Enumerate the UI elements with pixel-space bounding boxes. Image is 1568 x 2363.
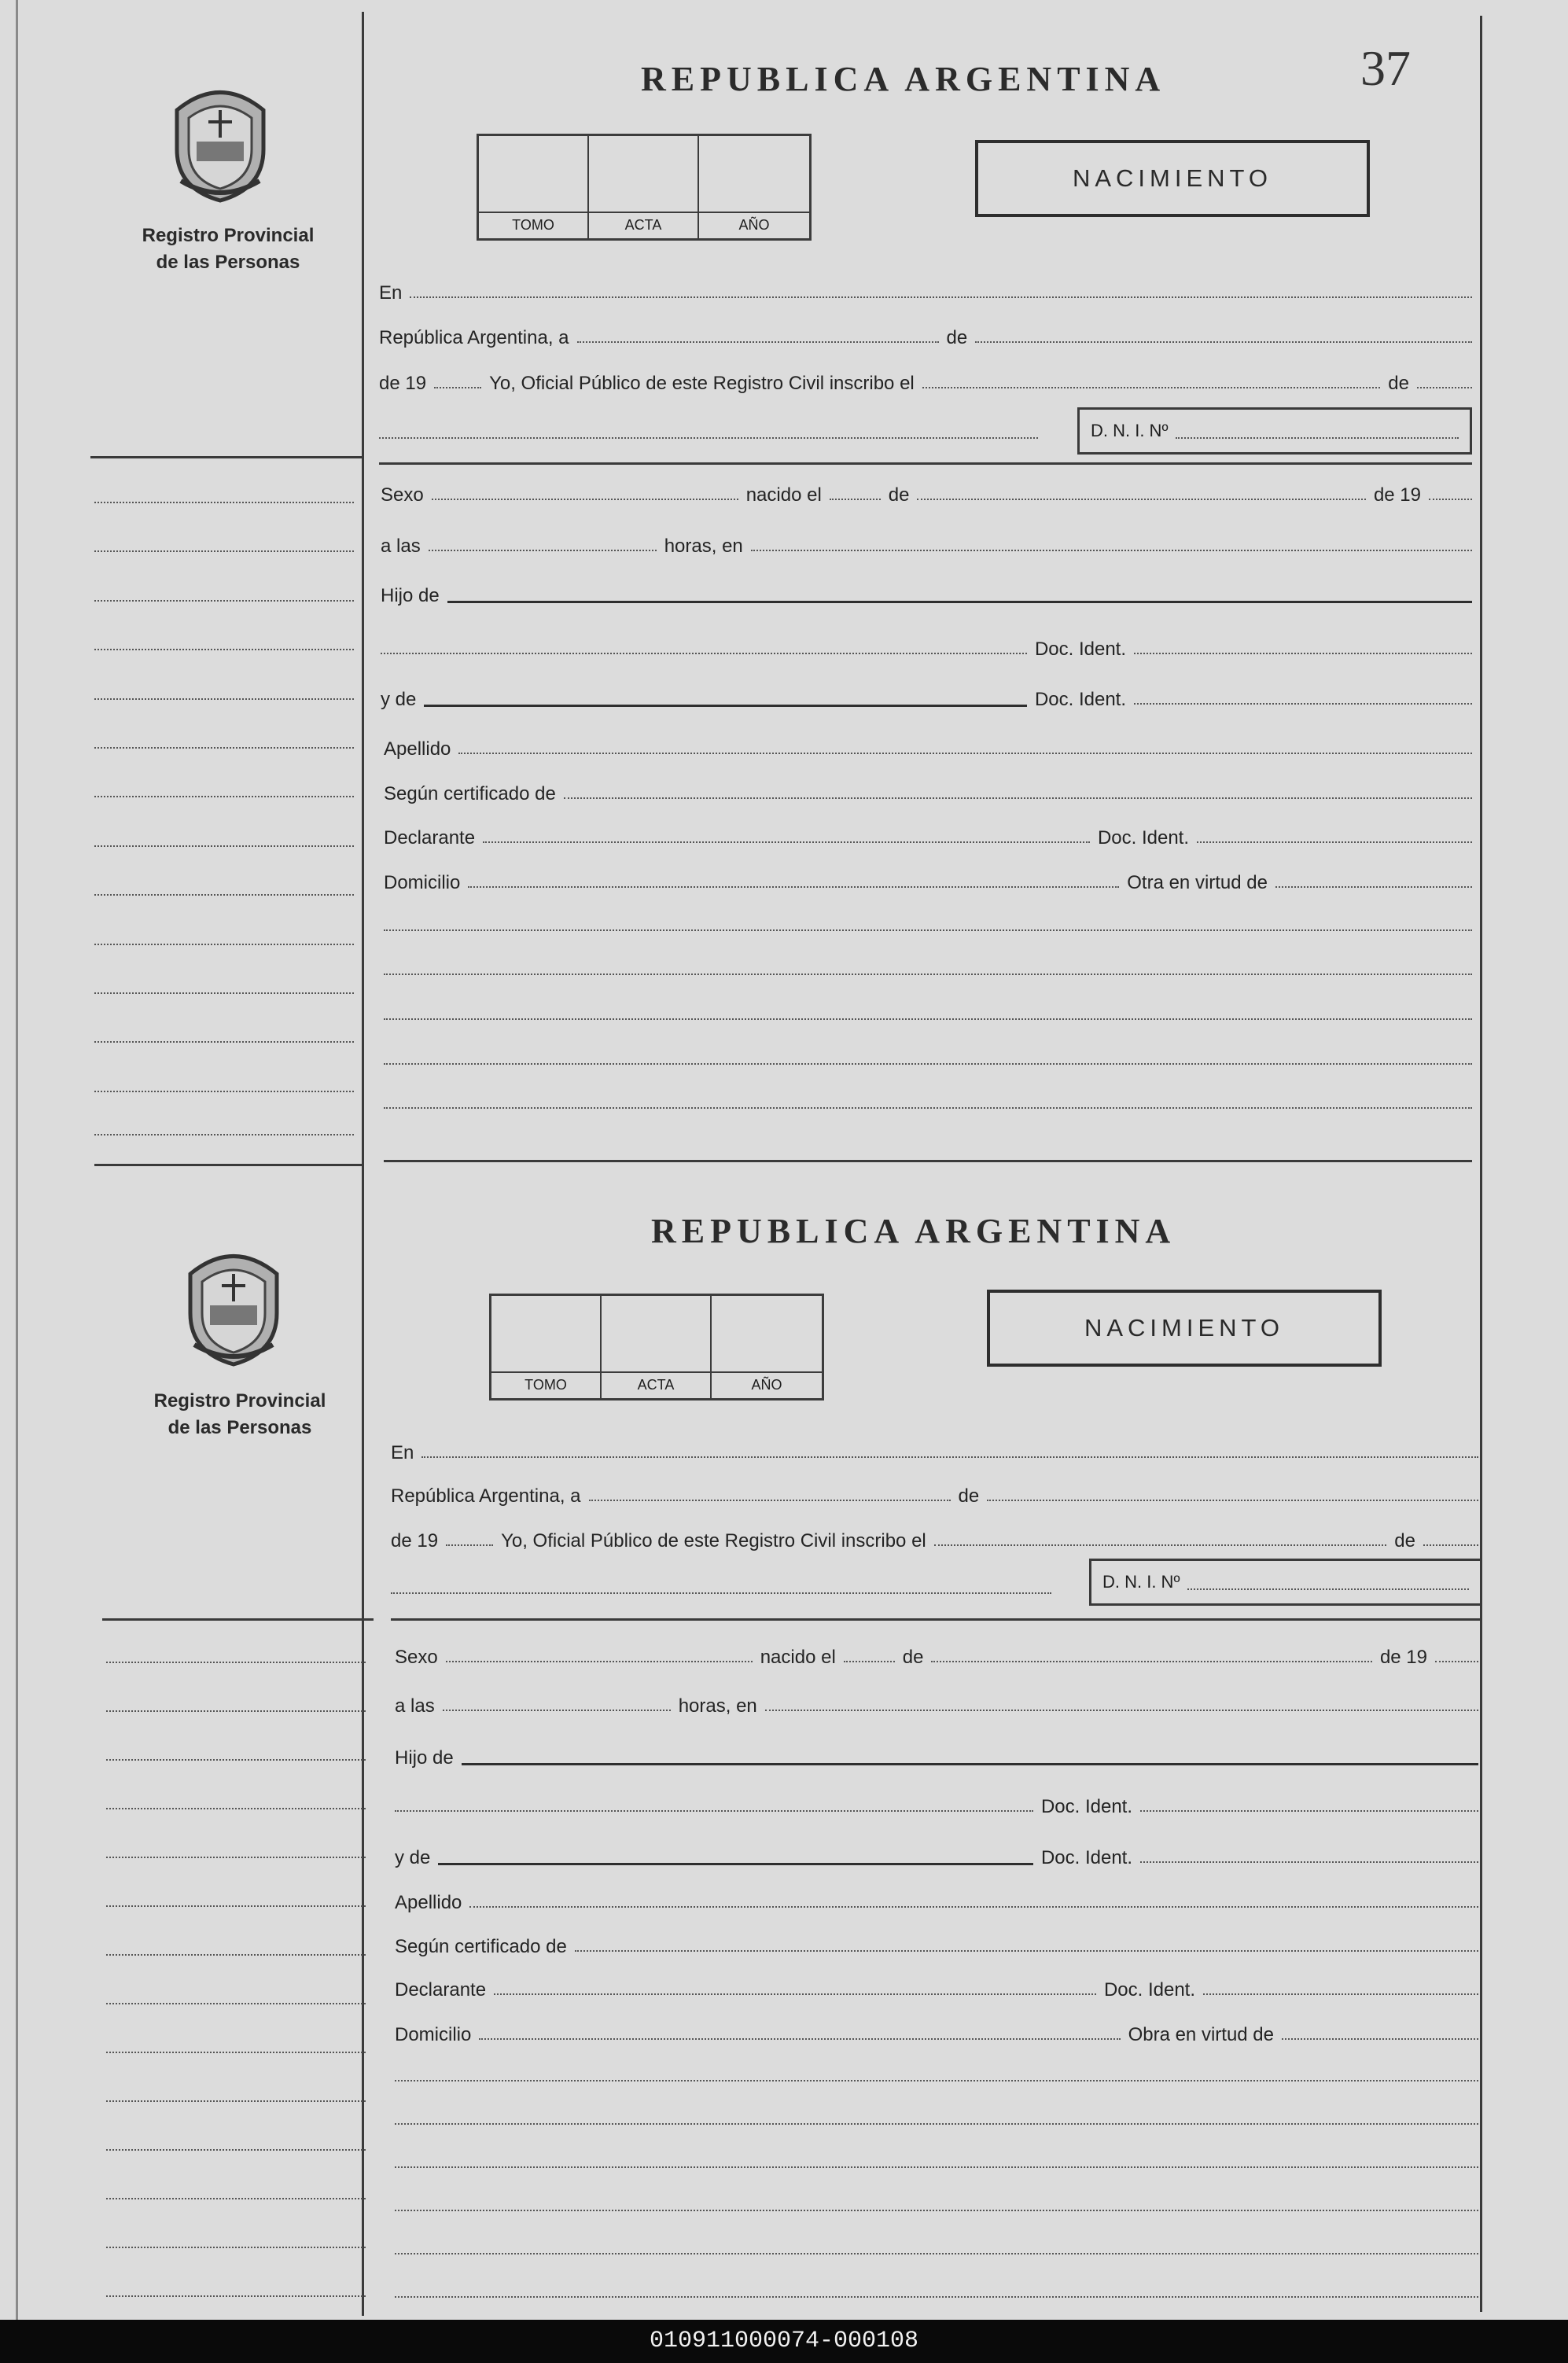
label-horas-en: horas, en (678, 1695, 757, 1717)
label-de19: de 19 (391, 1530, 439, 1551)
field-dni[interactable] (1176, 431, 1459, 439)
label-declarante: Declarante (395, 1979, 487, 2000)
row-hijo-de (381, 582, 1472, 607)
field-day[interactable] (589, 1493, 951, 1501)
field-father-extra[interactable] (381, 646, 1027, 654)
row-en (379, 279, 1472, 304)
label-hijo-de: Hijo de (395, 1747, 454, 1769)
field-year[interactable] (446, 1538, 493, 1546)
row-a-las (381, 532, 1472, 558)
field-birth-year[interactable] (1429, 492, 1472, 500)
stub-line[interactable] (94, 747, 354, 749)
field-sexo[interactable] (446, 1654, 753, 1662)
stub-line[interactable] (94, 502, 354, 503)
row-domicilio (384, 869, 1472, 894)
label-domicilio: Domicilio (384, 872, 461, 893)
row-father-doc (395, 1793, 1478, 1818)
field-inscription-date[interactable] (934, 1538, 1387, 1546)
row-en (391, 1439, 1478, 1464)
field-birth-month[interactable] (917, 492, 1365, 500)
stub-line[interactable] (106, 2149, 366, 2151)
label-obra: Obra en virtud de (1128, 2024, 1274, 2045)
field-inscription-month[interactable] (1417, 381, 1472, 388)
label-oficial: Yo, Oficial Público de este Registro Civil inscribo el (501, 1530, 926, 1551)
note-line[interactable] (384, 1063, 1472, 1065)
stub-line[interactable] (106, 2247, 366, 2248)
field-declarante[interactable] (494, 1987, 1096, 1995)
row-father-doc (381, 635, 1472, 661)
field-inscription-month[interactable] (1423, 1538, 1478, 1546)
field-birth-month[interactable] (931, 1654, 1371, 1662)
label-doc-ident: Doc. Ident. (1040, 1796, 1132, 1817)
label-nacido-el: nacido el (760, 1647, 836, 1668)
field-domicilio[interactable] (468, 880, 1119, 888)
stub-line[interactable] (94, 944, 354, 945)
stub-line[interactable] (94, 1091, 354, 1092)
form-divider-right (384, 1160, 1472, 1162)
label-apellido: Apellido (395, 1892, 462, 1913)
header-rule-right (391, 1618, 1480, 1621)
ano-cell[interactable] (712, 1296, 822, 1371)
label-doc-ident: Doc. Ident. (1103, 1979, 1195, 2000)
province-seal-icon (175, 1242, 293, 1368)
stub-line[interactable] (106, 2295, 366, 2297)
stub-line[interactable] (94, 992, 354, 994)
note-line[interactable] (395, 2253, 1478, 2254)
field-dni[interactable] (1187, 1582, 1469, 1590)
stub-line[interactable] (94, 796, 354, 797)
record-number-grid (477, 134, 812, 241)
row-declarante (395, 1976, 1478, 2001)
label-horas-en: horas, en (664, 536, 743, 557)
label-obra: Otra en virtud de (1127, 872, 1268, 893)
row-sexo (395, 1643, 1478, 1669)
label-republica: República Argentina, a (379, 327, 569, 348)
label-y-de: y de (381, 689, 417, 710)
stub-line[interactable] (106, 2003, 366, 2004)
ano-label: AÑO (712, 1371, 822, 1398)
registry-line-2: de las Personas (156, 252, 300, 273)
note-line[interactable] (395, 2166, 1478, 2168)
field-sexo[interactable] (432, 492, 738, 500)
label-en: En (379, 282, 403, 304)
acta-cell[interactable] (602, 1296, 712, 1371)
field-birth-day[interactable] (830, 492, 881, 500)
tomo-cell[interactable] (479, 136, 589, 212)
label-doc-ident: Doc. Ident. (1034, 689, 1126, 710)
stub-line[interactable] (94, 550, 354, 552)
record-type-box: NACIMIENTO (987, 1290, 1382, 1367)
field-obra[interactable] (1282, 2032, 1478, 2040)
field-inscription-date[interactable] (922, 381, 1381, 388)
label-de-19: de 19 (1379, 1647, 1427, 1668)
field-father-doc[interactable] (1134, 646, 1472, 654)
acta-label: ACTA (602, 1371, 712, 1398)
label-de: de (1394, 1530, 1415, 1551)
field-declarante-doc[interactable] (1203, 1987, 1478, 1995)
stub-line[interactable] (106, 1808, 366, 1809)
row-y-de (395, 1844, 1478, 1869)
label-hijo-de: Hijo de (381, 585, 440, 606)
row-republica (391, 1482, 1478, 1507)
note-line[interactable] (384, 1107, 1472, 1109)
stub-line[interactable] (106, 1710, 366, 1712)
ano-label: AÑO (699, 212, 809, 238)
stub-line[interactable] (94, 894, 354, 896)
label-segun: Según certificado de (384, 783, 556, 804)
header-rule (90, 456, 362, 458)
stub-line[interactable] (94, 845, 354, 847)
label-de: de (958, 1485, 980, 1507)
field-domicilio[interactable] (479, 2032, 1120, 2040)
row-segun (384, 780, 1472, 805)
label-doc-ident: Doc. Ident. (1040, 1847, 1132, 1868)
field-name-line[interactable] (379, 437, 1038, 439)
row-republica (379, 324, 1472, 349)
tomo-cell[interactable] (491, 1296, 602, 1371)
field-mother-doc[interactable] (1134, 697, 1472, 705)
note-line[interactable] (384, 974, 1472, 975)
form-title: REPUBLICA ARGENTINA (651, 1212, 1176, 1250)
field-mother[interactable] (424, 698, 1027, 707)
form-title: REPUBLICA ARGENTINA (641, 60, 1166, 98)
stub-line[interactable] (106, 1905, 366, 1907)
field-name-line[interactable] (391, 1592, 1051, 1594)
label-de: de (888, 484, 910, 506)
registry-name (122, 1388, 358, 1441)
stub-line[interactable] (94, 649, 354, 650)
stub-line[interactable] (106, 1662, 366, 1663)
label-a-las: a las (395, 1695, 435, 1717)
field-declarante-doc[interactable] (1197, 835, 1472, 843)
dni-box (1089, 1559, 1482, 1606)
stub-line[interactable] (106, 1759, 366, 1761)
label-declarante: Declarante (384, 827, 476, 848)
field-hour[interactable] (443, 1703, 671, 1711)
field-father-extra[interactable] (395, 1804, 1033, 1812)
province-seal-icon (161, 79, 279, 204)
header-rule (102, 1618, 374, 1621)
note-line[interactable] (395, 2080, 1478, 2081)
row-a-las (395, 1692, 1478, 1717)
record-type-box: NACIMIENTO (975, 140, 1370, 217)
field-year[interactable] (434, 381, 481, 388)
record-number-grid (489, 1294, 824, 1401)
field-place[interactable] (410, 290, 1472, 298)
label-doc-ident: Doc. Ident. (1097, 827, 1189, 848)
header-rule-right (379, 462, 1472, 465)
field-day[interactable] (577, 335, 939, 343)
ano-cell[interactable] (699, 136, 809, 212)
label-de: de (1388, 373, 1409, 394)
acta-cell[interactable] (589, 136, 699, 212)
stub-line[interactable] (94, 1134, 354, 1135)
row-sexo (381, 481, 1472, 506)
stub-line[interactable] (106, 2052, 366, 2053)
note-line[interactable] (384, 1018, 1472, 1020)
field-birth-place[interactable] (765, 1703, 1478, 1711)
document-id-footer: 010911000074-000108 (0, 2320, 1568, 2363)
row-declarante (384, 824, 1472, 849)
label-dni: D. N. I. Nº (1091, 421, 1169, 440)
label-republica: República Argentina, a (391, 1485, 581, 1507)
field-hour[interactable] (429, 543, 657, 551)
stub-line[interactable] (94, 698, 354, 700)
stub-line[interactable] (94, 600, 354, 602)
registry-line-1: Registro Provincial (153, 1390, 326, 1412)
acta-label: ACTA (589, 212, 699, 238)
label-sexo: Sexo (381, 484, 424, 506)
label-apellido: Apellido (384, 738, 451, 760)
label-domicilio: Domicilio (395, 2024, 472, 2045)
field-birth-year[interactable] (1435, 1654, 1478, 1662)
field-birth-day[interactable] (844, 1654, 895, 1662)
field-place[interactable] (421, 1450, 1478, 1458)
label-sexo: Sexo (395, 1647, 438, 1668)
stub-line[interactable] (106, 2100, 366, 2102)
row-oficial (379, 370, 1472, 395)
field-month[interactable] (987, 1493, 1478, 1501)
field-certificado[interactable] (564, 791, 1472, 799)
field-apellido[interactable] (458, 746, 1472, 754)
note-line[interactable] (395, 2210, 1478, 2211)
dni-box (1077, 407, 1472, 455)
field-mother-doc[interactable] (1140, 1855, 1478, 1863)
stub-line[interactable] (94, 1041, 354, 1043)
label-oficial: Yo, Oficial Público de este Registro Civil inscribo el (489, 373, 915, 394)
field-apellido[interactable] (469, 1900, 1478, 1908)
label-segun: Según certificado de (395, 1936, 567, 1957)
label-dni: D. N. I. Nº (1102, 1572, 1180, 1592)
field-certificado[interactable] (575, 1944, 1478, 1952)
stub-line[interactable] (106, 1954, 366, 1956)
stub-line[interactable] (106, 1857, 366, 1858)
label-nacido-el: nacido el (745, 484, 822, 506)
registry-name (110, 223, 346, 276)
label-de: de (946, 327, 968, 348)
row-domicilio (395, 2021, 1478, 2046)
row-y-de (381, 686, 1472, 711)
field-month[interactable] (975, 335, 1472, 343)
tomo-label: TOMO (479, 212, 589, 238)
field-father[interactable] (462, 1757, 1478, 1765)
row-apellido (384, 735, 1472, 760)
row-oficial (391, 1527, 1478, 1552)
field-father-doc[interactable] (1140, 1804, 1478, 1812)
label-de-19: de 19 (1373, 484, 1421, 506)
field-birth-place[interactable] (751, 543, 1472, 551)
note-line[interactable] (395, 2296, 1478, 2298)
note-line[interactable] (384, 929, 1472, 931)
field-mother[interactable] (438, 1857, 1033, 1865)
row-apellido (395, 1889, 1478, 1914)
form-2 (0, 1164, 1568, 2320)
label-y-de: y de (395, 1847, 431, 1868)
field-declarante[interactable] (483, 835, 1090, 843)
note-line[interactable] (395, 2123, 1478, 2125)
form-1 (0, 0, 1568, 1172)
registry-line-1: Registro Provincial (142, 225, 315, 246)
row-hijo-de (395, 1744, 1478, 1769)
registry-line-2: de las Personas (167, 1417, 312, 1438)
tomo-label: TOMO (491, 1371, 602, 1398)
label-a-las: a las (381, 536, 421, 557)
field-obra[interactable] (1275, 880, 1472, 888)
label-doc-ident: Doc. Ident. (1034, 639, 1126, 660)
stub-line[interactable] (106, 2198, 366, 2199)
row-segun (395, 1933, 1478, 1958)
field-father[interactable] (447, 594, 1472, 603)
page-number: 37 (1360, 40, 1411, 96)
label-en: En (391, 1442, 414, 1463)
label-de: de (902, 1647, 924, 1668)
label-de19: de 19 (379, 373, 427, 394)
